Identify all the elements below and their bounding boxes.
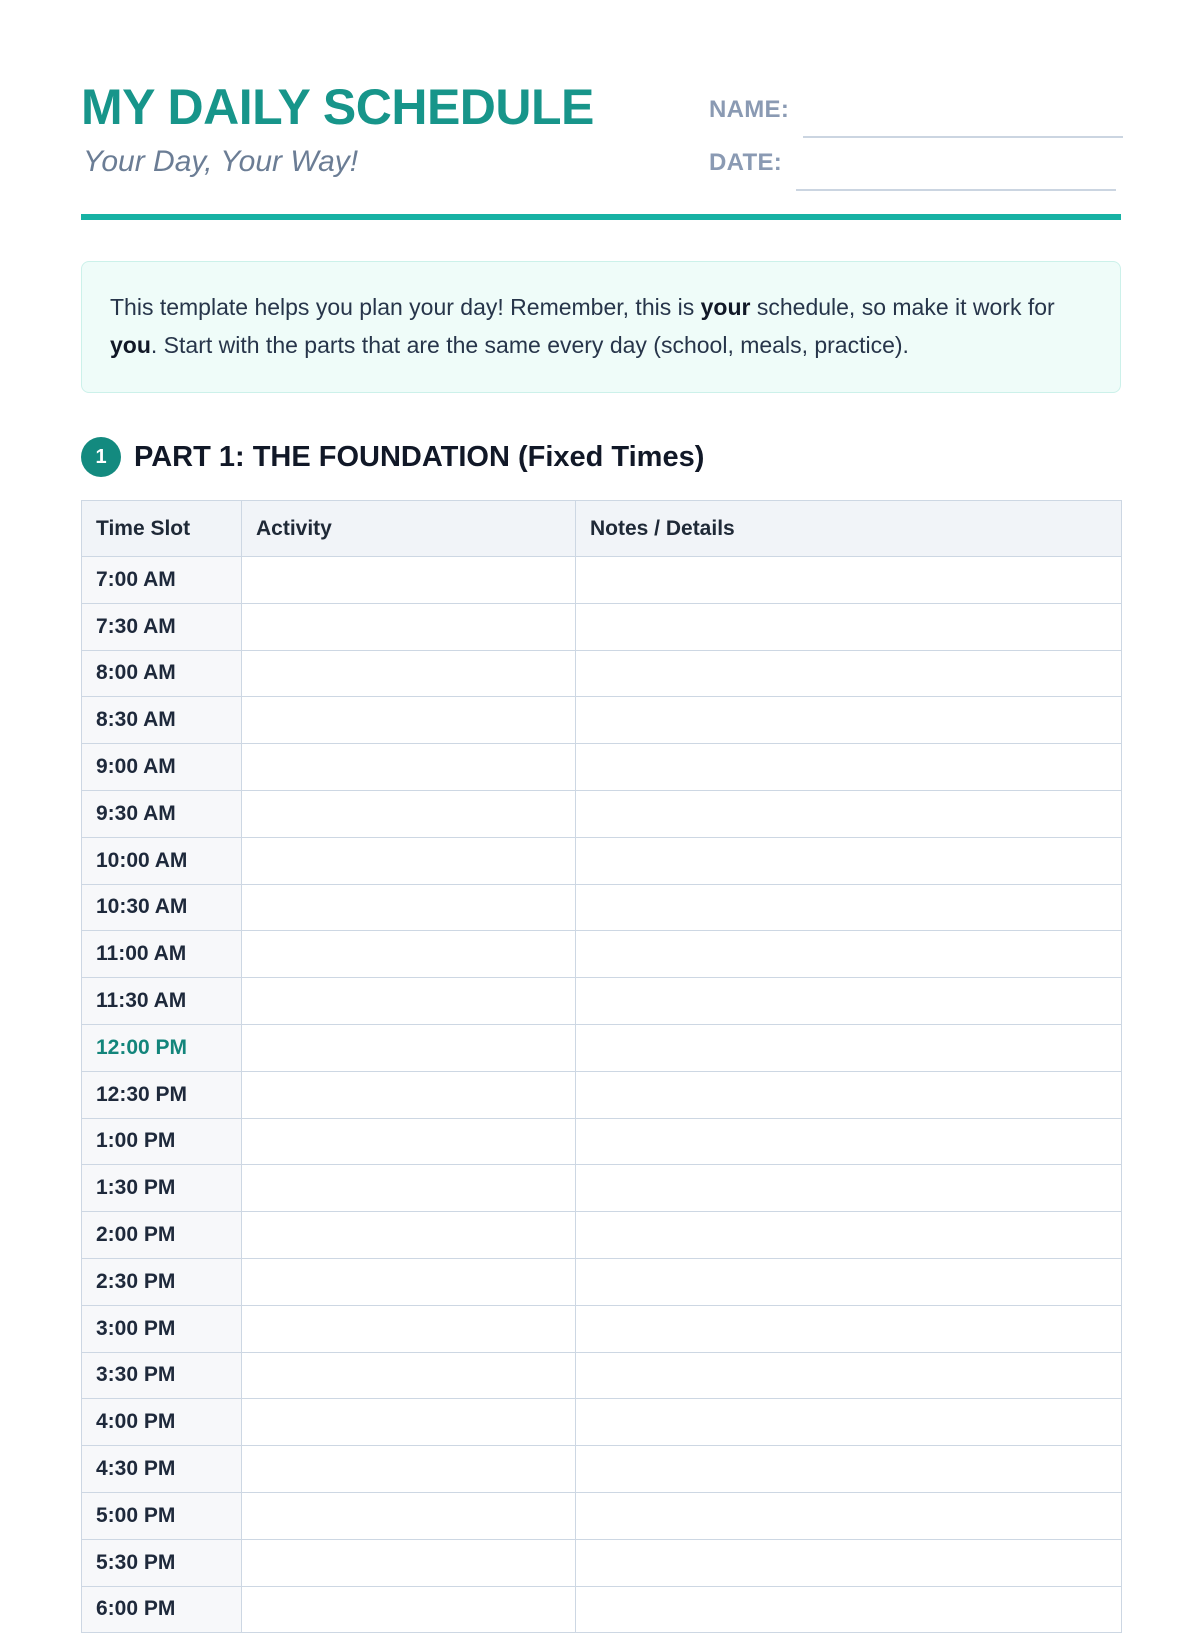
table-row <box>82 1446 1122 1493</box>
notes-cell[interactable] <box>576 1586 1122 1633</box>
intro-bold-your: your <box>700 294 751 320</box>
table-row <box>82 978 1122 1025</box>
activity-cell[interactable] <box>242 1258 576 1305</box>
activity-cell[interactable] <box>242 603 576 650</box>
notes-cell[interactable] <box>576 557 1122 604</box>
table-row <box>82 1586 1122 1633</box>
section-1-heading <box>81 437 704 477</box>
table-row <box>82 1399 1122 1446</box>
column-header-time: Time Slot <box>82 501 242 557</box>
activity-cell[interactable] <box>242 1165 576 1212</box>
time-slot-cell: 8:00 AM <box>82 650 242 697</box>
table-row <box>82 557 1122 604</box>
table-row <box>82 790 1122 837</box>
table-row <box>82 884 1122 931</box>
page-subtitle: Your Day, Your Way! <box>83 145 359 178</box>
notes-cell[interactable] <box>576 1118 1122 1165</box>
table-header-row <box>82 501 1122 557</box>
time-slot-cell: 5:00 PM <box>82 1492 242 1539</box>
time-slot-cell: 9:00 AM <box>82 744 242 791</box>
activity-cell[interactable] <box>242 1492 576 1539</box>
notes-cell[interactable] <box>576 1212 1122 1259</box>
notes-cell[interactable] <box>576 1258 1122 1305</box>
time-slot-cell: 1:00 PM <box>82 1118 242 1165</box>
activity-cell[interactable] <box>242 1305 576 1352</box>
notes-cell[interactable] <box>576 1446 1122 1493</box>
time-slot-cell: 2:30 PM <box>82 1258 242 1305</box>
schedule-table-container <box>81 500 1121 1621</box>
time-slot-cell: 11:00 AM <box>82 931 242 978</box>
notes-cell[interactable] <box>576 697 1122 744</box>
table-row <box>82 1539 1122 1586</box>
notes-cell[interactable] <box>576 1165 1122 1212</box>
schedule-table <box>81 500 1122 1633</box>
table-row <box>82 650 1122 697</box>
time-slot-cell: 5:30 PM <box>82 1539 242 1586</box>
time-slot-cell: 7:30 AM <box>82 603 242 650</box>
notes-cell[interactable] <box>576 1024 1122 1071</box>
time-slot-cell: 12:30 PM <box>82 1071 242 1118</box>
table-row <box>82 1071 1122 1118</box>
page-header <box>81 78 1121 220</box>
table-row <box>82 1352 1122 1399</box>
time-slot-cell: 8:30 AM <box>82 697 242 744</box>
name-field <box>709 96 1123 124</box>
intro-text-1: This template helps you plan your day! Remember, this is <box>110 294 701 320</box>
notes-cell[interactable] <box>576 1492 1122 1539</box>
activity-cell[interactable] <box>242 884 576 931</box>
table-row <box>82 603 1122 650</box>
activity-cell[interactable] <box>242 1586 576 1633</box>
activity-cell[interactable] <box>242 1352 576 1399</box>
intro-text-2: schedule, so make it work for <box>750 294 1055 320</box>
notes-cell[interactable] <box>576 884 1122 931</box>
table-row <box>82 837 1122 884</box>
time-slot-cell: 6:00 PM <box>82 1586 242 1633</box>
notes-cell[interactable] <box>576 603 1122 650</box>
activity-cell[interactable] <box>242 931 576 978</box>
activity-cell[interactable] <box>242 978 576 1025</box>
notes-cell[interactable] <box>576 744 1122 791</box>
time-slot-cell: 11:30 AM <box>82 978 242 1025</box>
notes-cell[interactable] <box>576 1399 1122 1446</box>
date-field <box>709 149 1116 177</box>
intro-text-3: . Start with the parts that are the same every day (school, meals, practice). <box>150 332 909 358</box>
notes-cell[interactable] <box>576 931 1122 978</box>
activity-cell[interactable] <box>242 697 576 744</box>
activity-cell[interactable] <box>242 650 576 697</box>
column-header-notes: Notes / Details <box>576 501 1122 557</box>
activity-cell[interactable] <box>242 837 576 884</box>
table-row <box>82 1212 1122 1259</box>
table-row <box>82 1024 1122 1071</box>
name-input-line[interactable] <box>803 136 1123 138</box>
time-slot-cell: 10:00 AM <box>82 837 242 884</box>
notes-cell[interactable] <box>576 1539 1122 1586</box>
table-row <box>82 1305 1122 1352</box>
notes-cell[interactable] <box>576 650 1122 697</box>
notes-cell[interactable] <box>576 790 1122 837</box>
activity-cell[interactable] <box>242 1212 576 1259</box>
notes-cell[interactable] <box>576 978 1122 1025</box>
activity-cell[interactable] <box>242 1024 576 1071</box>
intro-callout <box>81 261 1121 393</box>
time-slot-cell: 1:30 PM <box>82 1165 242 1212</box>
date-label: DATE: <box>709 149 783 176</box>
time-slot-cell: 12:00 PM <box>82 1024 242 1071</box>
time-slot-cell: 10:30 AM <box>82 884 242 931</box>
schedule-table-body <box>82 557 1122 1633</box>
time-slot-cell: 2:00 PM <box>82 1212 242 1259</box>
notes-cell[interactable] <box>576 1071 1122 1118</box>
activity-cell[interactable] <box>242 744 576 791</box>
step-number-badge: 1 <box>81 437 121 477</box>
table-row <box>82 744 1122 791</box>
activity-cell[interactable] <box>242 1071 576 1118</box>
intro-bold-you: you <box>110 332 151 358</box>
activity-cell[interactable] <box>242 557 576 604</box>
name-label: NAME: <box>709 96 790 123</box>
table-row <box>82 931 1122 978</box>
notes-cell[interactable] <box>576 1305 1122 1352</box>
table-row <box>82 1165 1122 1212</box>
page-title: MY DAILY SCHEDULE <box>81 79 594 135</box>
time-slot-cell: 9:30 AM <box>82 790 242 837</box>
time-slot-cell: 3:00 PM <box>82 1305 242 1352</box>
table-row <box>82 1118 1122 1165</box>
activity-cell[interactable] <box>242 1399 576 1446</box>
time-slot-cell: 7:00 AM <box>82 557 242 604</box>
time-slot-cell: 3:30 PM <box>82 1352 242 1399</box>
date-input-line[interactable] <box>796 189 1116 191</box>
table-row <box>82 1258 1122 1305</box>
notes-cell[interactable] <box>576 1352 1122 1399</box>
time-slot-cell: 4:30 PM <box>82 1446 242 1493</box>
activity-cell[interactable] <box>242 790 576 837</box>
header-divider <box>81 214 1121 220</box>
activity-cell[interactable] <box>242 1446 576 1493</box>
activity-cell[interactable] <box>242 1539 576 1586</box>
time-slot-cell: 4:00 PM <box>82 1399 242 1446</box>
column-header-activity: Activity <box>242 501 576 557</box>
section-title: PART 1: THE FOUNDATION (Fixed Times) <box>134 440 705 473</box>
notes-cell[interactable] <box>576 837 1122 884</box>
table-row <box>82 697 1122 744</box>
activity-cell[interactable] <box>242 1118 576 1165</box>
table-row <box>82 1492 1122 1539</box>
